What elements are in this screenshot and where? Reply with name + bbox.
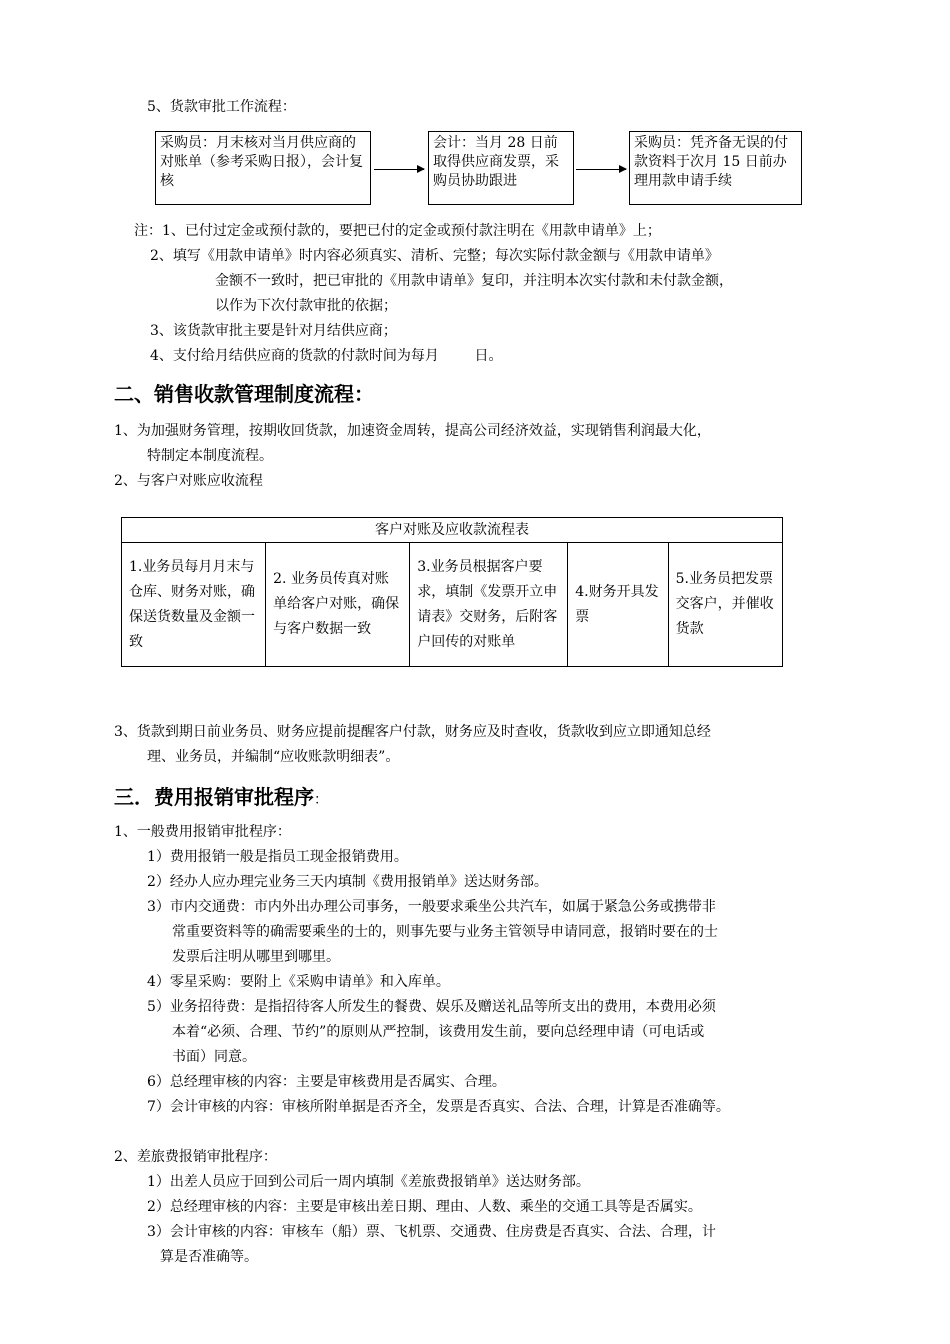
table-cell: 4.财务开具发票 — [568, 543, 668, 667]
paragraph-line: 特制定本制度流程。 — [147, 448, 273, 464]
table-caption: 客户对账及应收款流程表 — [122, 518, 783, 543]
paragraph-line: 理、业务员，并编制“应收账款明细表”。 — [147, 749, 400, 765]
list-item: 本着“必须、合理、节约”的原则从严控制，该费用发生前，要向总经理申请（可电话或 — [172, 1024, 705, 1040]
note-line: 注：1、已付过定金或预付款的，要把已付的定金或预付款注明在《用款申请单》上； — [134, 223, 661, 239]
paragraph-line: 2、与客户对账应收流程 — [114, 473, 263, 489]
subsection-heading: 2、差旅费报销审批程序： — [114, 1149, 277, 1165]
section-title-sales: 二、销售收款管理制度流程： — [114, 382, 374, 406]
flow-box-purchaser-reconcile: 采购员：月末核对当月供应商的对账单（参考采购日报），会计复核 — [155, 131, 371, 205]
list-item: 2）经办人应办理完业务三天内填制《费用报销单》送达财务部。 — [147, 874, 548, 890]
list-item: 1）费用报销一般是指员工现金报销费用。 — [147, 849, 408, 865]
table-cell: 1.业务员每月月末与仓库、财务对账，确保送货数量及金额一致 — [122, 543, 266, 667]
note-line: 2、填写《用款申请单》时内容必须真实、清析、完整；每次实际付款金额与《用款申请单》 — [150, 248, 719, 264]
list-item: 3）会计审核的内容：审核车（船）票、飞机票、交通费、住房费是否真实、合法、合理，计 — [147, 1224, 716, 1240]
flow-arrow-icon — [576, 169, 626, 170]
flow-box-accountant-invoice: 会计：当月 28 日前取得供应商发票，采购员协助跟进 — [428, 131, 574, 205]
list-item: 算是否准确等。 — [160, 1249, 258, 1265]
list-item: 2）总经理审核的内容：主要是审核出差日期、理由、人数、乘坐的交通工具等是否属实。 — [147, 1199, 702, 1215]
table-cell: 5.业务员把发票交客户，并催收货款 — [668, 543, 782, 667]
list-item: 3）市内交通费：市内外出办理公司事务，一般要求乘坐公共汽车，如属于紧急公务或携带非 — [147, 899, 716, 915]
subsection-heading: 1、一般费用报销审批程序： — [114, 824, 291, 840]
note-line: 金额不一致时，把已审批的《用款申请单》复印，并注明本次实付款和未付款金额， — [215, 273, 733, 289]
list-item: 书面）同意。 — [172, 1049, 256, 1065]
flow-box-purchaser-payment: 采购员：凭齐备无误的付款资料于次月 15 日前办理用款申请手续 — [629, 131, 802, 205]
paragraph-line: 3、货款到期日前业务员、财务应提前提醒客户付款，财务应及时查收，货款收到应立即通知总经 — [114, 724, 711, 740]
list-item: 1）出差人员应于回到公司后一周内填制《差旅费报销单》送达财务部。 — [147, 1174, 590, 1190]
table-cell: 2. 业务员传真对账单给客户对账，确保与客户数据一致 — [266, 543, 410, 667]
section-title-text: 三．费用报销审批程序 — [114, 785, 314, 809]
paragraph-line: 1、为加强财务管理，按期收回货款，加速资金周转，提高公司经济效益，实现销售利润最大化， — [114, 423, 711, 439]
note-line: 4、支付给月结供应商的货款的付款时间为每月 日。 — [150, 348, 503, 364]
table-cell: 3.业务员根据客户要求，填制《发票开立申请表》交财务，后附客户回传的对账单 — [410, 543, 568, 667]
list-item: 5）业务招待费：是指招待客人所发生的餐费、娱乐及赠送礼品等所支出的费用，本费用必须 — [147, 999, 716, 1015]
note-line: 以作为下次付款审批的依据； — [215, 298, 397, 314]
list-item: 4）零星采购：要附上《采购申请单》和入库单。 — [147, 974, 450, 990]
list-item: 6）总经理审核的内容：主要是审核费用是否属实、合理。 — [147, 1074, 506, 1090]
section-title-expense — [114, 784, 328, 813]
note-line: 3、该货款审批主要是针对月结供应商； — [150, 323, 397, 339]
customer-reconciliation-table — [121, 517, 783, 667]
section-title-colon: ： — [314, 792, 328, 808]
list-item: 常重要资料等的确需要乘坐的士的，则事先要与业务主管领导申请同意，报销时要在的士 — [172, 924, 718, 940]
list-item: 发票后注明从哪里到哪里。 — [172, 949, 340, 965]
list-item: 7）会计审核的内容：审核所附单据是否齐全，发票是否真实、合法、合理，计算是否准确等。 — [147, 1099, 730, 1115]
payment-approval-heading: 5、货款审批工作流程： — [147, 99, 296, 115]
flow-arrow-icon — [374, 169, 424, 170]
